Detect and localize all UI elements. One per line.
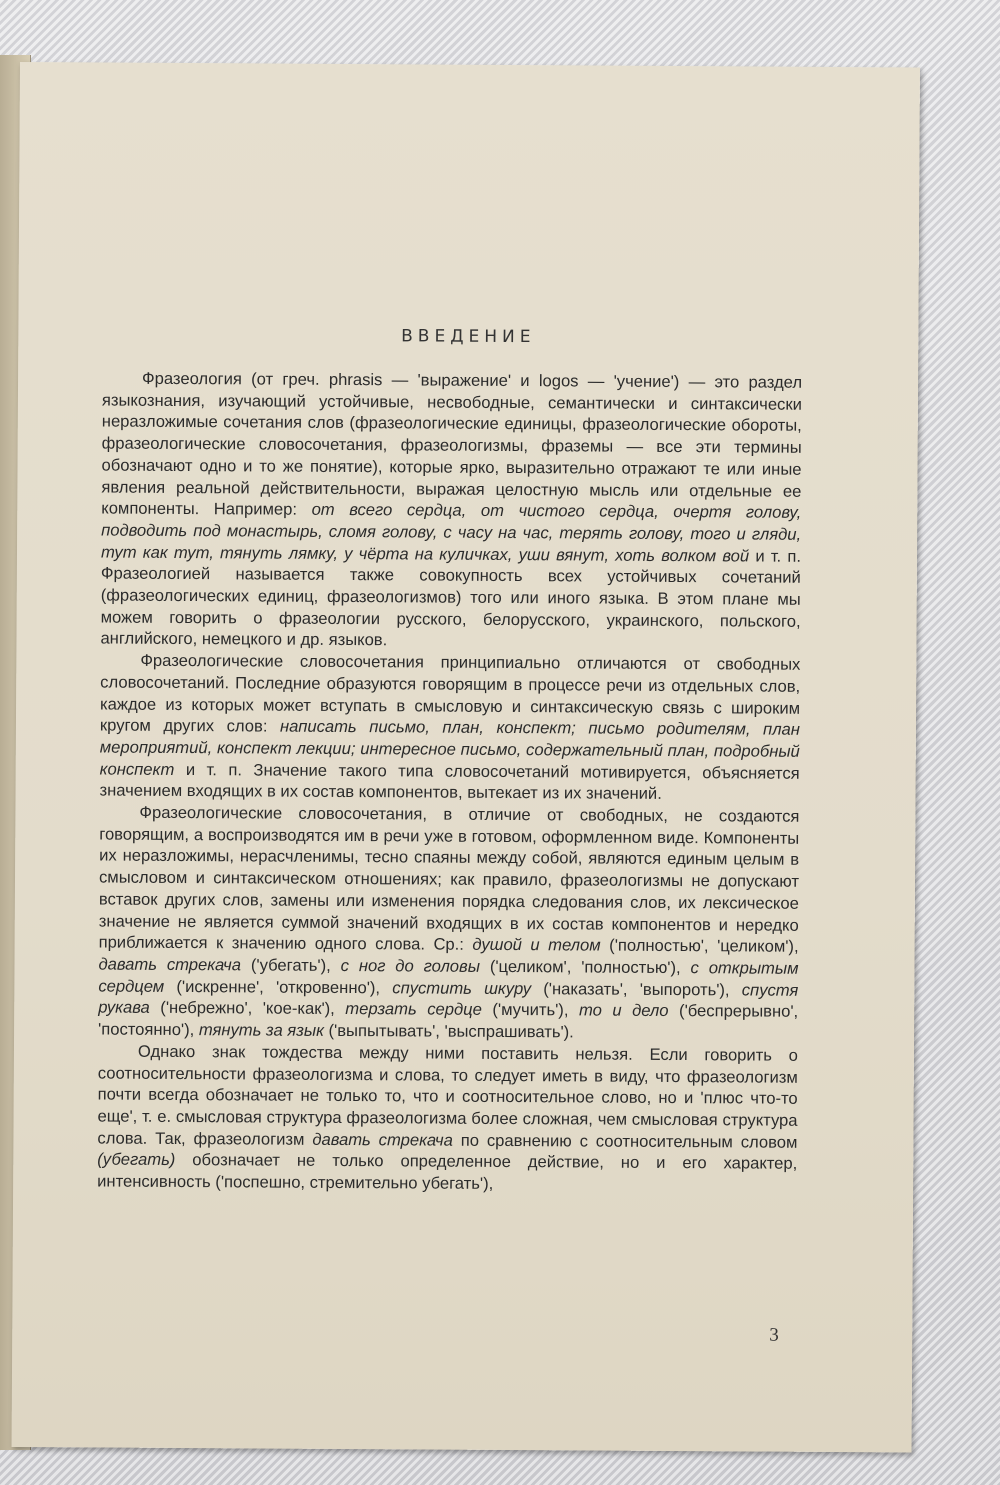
text-run: ('мучить'),: [481, 1000, 580, 1020]
paragraph: [100, 368, 802, 654]
paragraph: [97, 1040, 798, 1196]
text-run: Фразеологические словосочетания принципиально отличаются от свободных словосочетаний. Последние образуются говорящим в процессе речи из отдельных слов, каждое из которых может вступать в смысловую и синтаксическую связь с широким кругом других слов:: [99, 650, 801, 736]
italic-example: давать стрекача: [98, 954, 242, 975]
paragraph: [98, 802, 799, 1045]
paragraph: [99, 650, 800, 806]
text-run: обозначает не только определенное действие, но и его характер, интенсивность ('поспешно, стремительно убегать'),: [97, 1150, 798, 1193]
italic-example: (убегать): [97, 1149, 176, 1170]
italic-example: спустя рукава: [98, 980, 799, 1018]
text-run: ('искренне', 'откровенно'),: [164, 976, 393, 997]
italic-example: от всего сердца, от чистого сердца, очертя голову, подводить под монастырь, сломя голову, с часу на час, терять голову, того и гляди, тут как тут, тянуть лямку, у чёрта на куличках, уши вянут, хоть волком вой: [100, 500, 802, 566]
book-page: [12, 62, 920, 1452]
italic-example: с открытым сердцем: [98, 958, 799, 996]
italic-example: с ног до головы: [340, 955, 481, 976]
text-run: ('выпытывать', 'выспрашивать').: [323, 1020, 574, 1042]
text-run: ('беспрерывно', 'постоянно'),: [98, 1001, 799, 1040]
italic-example: то и дело: [578, 1000, 669, 1021]
page-number: 3: [769, 1324, 779, 1346]
text-run: ('полностью', 'целиком'),: [600, 935, 799, 957]
italic-example: написать письмо, план, конспект; письмо родителям, план мероприятий, конспект лекции; интересное письмо, содержательный план, подробный конспект: [99, 716, 801, 779]
text-run: ('наказать', 'выпороть'),: [530, 978, 742, 1000]
text-run: Фразеология (от греч. phrasis — 'выражение' и logos — 'учение') — это раздел языкознания, изучающий устойчивые, несвободные, семантически и синтаксически неразложимые сочетания слов (фразеологические единицы, фразеологические обороты, фразеологические словосочетания, фразеологизмы, фраземы — все эти термины обозначают одно и то же понятие), которые ярко, выразительно отражают те или иные явления реальной действительности, выражая целостную мысль или отдельные ее компоненты. Например:: [101, 368, 803, 520]
text-run: Однако знак тождества между ними поставить нельзя. Если говорить о соотносительности фразеологизма и слова, то следует иметь в виду, что фразеологизм почти всегда обозначает не только то, что и соотносительное слово, но и 'плюс что-то еще', т. е. смысловая структура фразеологизма более сложная, чем смысловая структура слова. Так, фразеологизм: [97, 1041, 799, 1149]
italic-example: давать стрекача: [312, 1129, 453, 1150]
italic-example: спустить шкуру: [392, 977, 532, 998]
body-text: [97, 368, 802, 1197]
text-run: ('небрежно', 'кое-как'),: [149, 998, 346, 1019]
text-run: и т. п. Значение такого типа словосочетаний мотивируется, объясняется значением входящих в их состав компонентов, вытекает из их значений.: [99, 759, 800, 804]
chapter-title: ВВЕДЕНИЕ: [401, 326, 536, 348]
text-run: ('убегать'),: [240, 955, 341, 975]
text-run: по сравнению с соотносительным словом: [452, 1130, 798, 1152]
text-run: ('целиком', 'полностью'),: [479, 956, 691, 978]
text-run: Фразеологические словосочетания, в отличие от свободных, не создаются говорящим, а воспроизводятся им в речи уже в готовом, оформленном виде. Компоненты их неразложимы, нерасчленимы, тесно спаяны между собой, являются единым целым в смысловом и синтаксическом отношениях; как правило, фразеологизмы не допускают вставок других слов, замены или изменения порядка следования слов, их лексическое значение не является суммой значений входящих в их состав компонентов и нередко приближается к значению одного слова. Ср.:: [98, 802, 800, 955]
text-run: и т. п. Фразеологией называется также совокупность всех устойчивых сочетаний (фразеологических единиц, фразеологизмов) того или иного языка. В этом плане мы можем говорить о фразеологии русского, белорусского, украинского, польского, английского, немецкого и др. языков.: [100, 546, 802, 650]
italic-example: терзать сердце: [345, 999, 482, 1020]
italic-example: душой и телом: [472, 935, 601, 955]
italic-example: тянуть за язык: [198, 1020, 325, 1040]
